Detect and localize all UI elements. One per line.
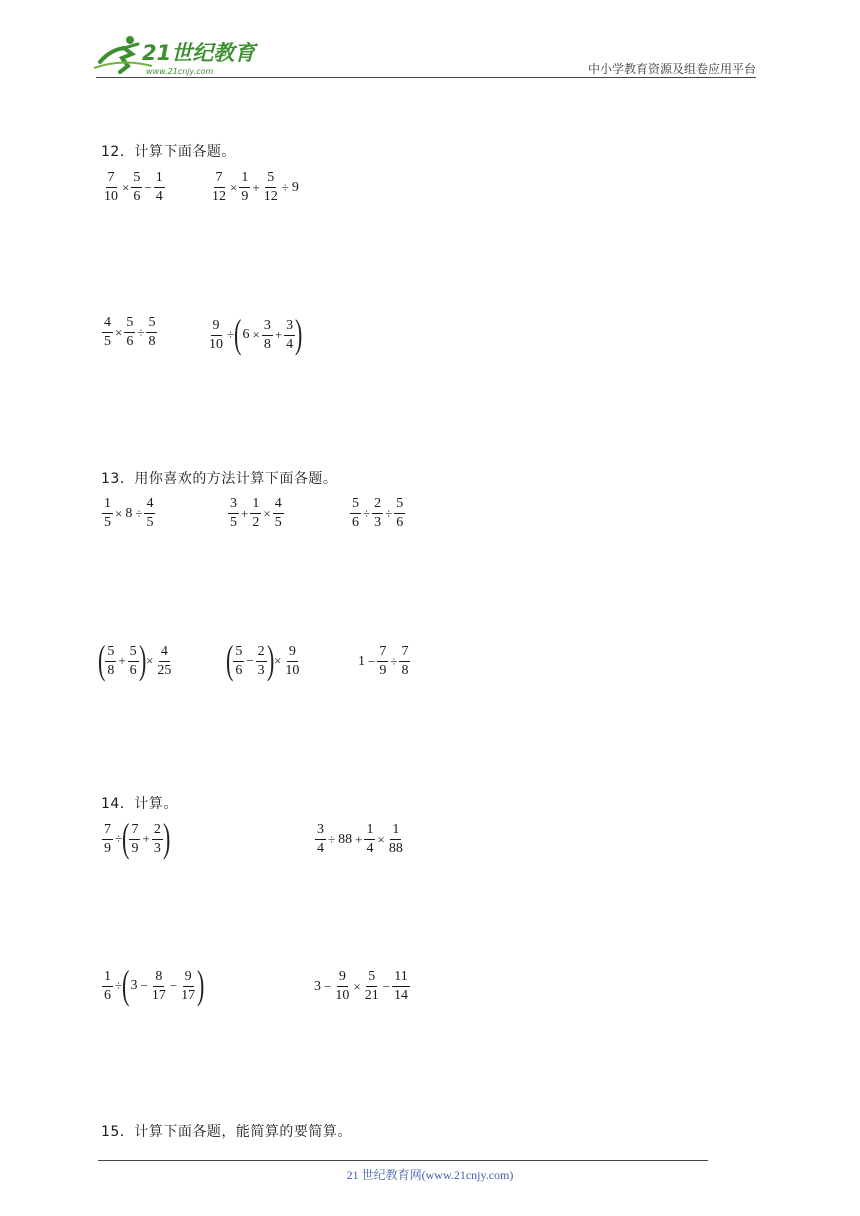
operator: − bbox=[169, 978, 178, 993]
fraction-numerator: 2 bbox=[256, 645, 267, 662]
operator: − bbox=[144, 179, 152, 195]
fraction-denominator: 4 bbox=[366, 841, 374, 856]
fraction-denominator: 3 bbox=[153, 840, 161, 856]
fraction-denominator: 3 bbox=[257, 662, 265, 678]
fraction-numerator: 4 bbox=[273, 497, 284, 514]
operator: × bbox=[252, 327, 260, 342]
fraction bbox=[364, 823, 375, 856]
operator: × bbox=[377, 831, 385, 847]
fraction-denominator: 12 bbox=[212, 189, 226, 204]
fraction-denominator: 10 bbox=[104, 189, 118, 204]
q13-expression-3 bbox=[349, 497, 406, 530]
whole-number: 3 bbox=[314, 978, 321, 994]
fraction bbox=[256, 645, 267, 678]
operator: × bbox=[230, 179, 238, 195]
fraction-denominator: 8 bbox=[148, 334, 156, 349]
fraction bbox=[333, 970, 351, 1003]
fraction-numerator: 7 bbox=[399, 645, 410, 662]
fraction bbox=[262, 319, 273, 352]
operator: × bbox=[274, 653, 282, 668]
fraction-denominator: 8 bbox=[401, 663, 409, 678]
fraction-denominator: 6 bbox=[133, 189, 141, 204]
fraction bbox=[129, 823, 140, 856]
whole-number: 9 bbox=[291, 179, 299, 195]
logo-url: www.21cnjy.com bbox=[146, 67, 214, 76]
fraction bbox=[250, 497, 261, 530]
fraction-denominator: 4 bbox=[317, 841, 324, 856]
fraction-numerator: 9 bbox=[211, 319, 222, 336]
operator: ÷ bbox=[385, 505, 393, 521]
operator: × bbox=[115, 505, 123, 521]
whole-number: 88 bbox=[338, 831, 353, 847]
fraction bbox=[228, 497, 239, 530]
left-paren: ( bbox=[122, 815, 130, 860]
fraction-denominator: 5 bbox=[104, 515, 111, 530]
fraction bbox=[155, 645, 173, 678]
fraction-denominator: 3 bbox=[374, 515, 382, 530]
fraction-numerator: 1 bbox=[239, 171, 250, 188]
fraction-numerator: 11 bbox=[392, 970, 409, 987]
fraction-denominator: 9 bbox=[379, 663, 387, 678]
fraction-denominator: 9 bbox=[241, 189, 249, 204]
operator: + bbox=[355, 831, 363, 847]
fraction-numerator: 4 bbox=[159, 645, 170, 662]
fraction-denominator: 5 bbox=[104, 334, 111, 349]
right-paren: ) bbox=[266, 637, 275, 682]
fraction bbox=[363, 970, 381, 1003]
fraction-denominator: 14 bbox=[394, 988, 409, 1003]
right-paren: ) bbox=[295, 311, 303, 356]
fraction-denominator: 6 bbox=[235, 662, 243, 678]
q13-expression-6 bbox=[356, 645, 411, 678]
q13-expression-2 bbox=[227, 497, 285, 530]
operator: ÷ bbox=[115, 978, 123, 993]
fraction bbox=[128, 645, 139, 678]
fraction-denominator: 6 bbox=[396, 515, 404, 530]
operator: + bbox=[241, 505, 249, 521]
fraction-denominator: 2 bbox=[252, 515, 260, 530]
fraction-denominator: 6 bbox=[104, 987, 111, 1003]
footer-site-text: 21 世纪教育网(www.21cnjy.com) bbox=[346, 1168, 514, 1182]
fraction-numerator: 4 bbox=[144, 497, 155, 514]
fraction bbox=[131, 171, 142, 204]
operator: × bbox=[146, 653, 154, 668]
operator: × bbox=[115, 324, 123, 340]
fraction bbox=[372, 497, 383, 530]
operator: × bbox=[122, 179, 130, 195]
fraction-denominator: 17 bbox=[151, 987, 166, 1003]
fraction bbox=[124, 316, 135, 349]
operator: + bbox=[118, 653, 126, 668]
fraction-numerator: 7 bbox=[106, 171, 117, 188]
fraction bbox=[387, 823, 405, 856]
logo-text: 21世纪教育 bbox=[142, 41, 256, 65]
fraction bbox=[394, 497, 405, 530]
operator: × bbox=[353, 978, 361, 994]
fraction-numerator: 5 bbox=[105, 645, 116, 662]
fraction-numerator: 7 bbox=[102, 823, 113, 840]
fraction-denominator: 10 bbox=[335, 988, 350, 1003]
fraction bbox=[179, 970, 197, 1003]
fraction-denominator: 9 bbox=[131, 840, 139, 856]
fraction-denominator: 9 bbox=[104, 840, 111, 856]
fraction-denominator: 6 bbox=[126, 334, 134, 349]
fraction-numerator: 3 bbox=[228, 497, 239, 514]
fraction-numerator: 9 bbox=[287, 645, 298, 662]
fraction-denominator: 4 bbox=[155, 189, 163, 204]
q12-expression-1 bbox=[101, 171, 166, 204]
fraction bbox=[210, 171, 228, 204]
fraction bbox=[262, 171, 280, 204]
operator: ÷ bbox=[390, 653, 398, 669]
fraction bbox=[350, 497, 361, 530]
question-12-title: 12．计算下面各题。 bbox=[101, 144, 236, 160]
header-platform-text: 中小学教育资源及组卷应用平台 bbox=[587, 62, 756, 76]
fraction-denominator: 6 bbox=[129, 662, 137, 678]
fraction-denominator: 10 bbox=[285, 662, 300, 678]
question-14-title: 14．计算。 bbox=[101, 796, 178, 812]
q14-expression-2 bbox=[314, 823, 406, 856]
fraction bbox=[102, 171, 120, 204]
fraction-numerator: 3 bbox=[315, 823, 326, 840]
operator: ÷ bbox=[363, 505, 371, 521]
operator: × bbox=[263, 505, 271, 521]
fraction-denominator: 12 bbox=[263, 189, 278, 204]
fraction bbox=[239, 171, 250, 204]
q12-expression-2 bbox=[209, 171, 301, 204]
whole-number: 8 bbox=[125, 505, 133, 521]
fraction-denominator: 5 bbox=[146, 515, 154, 530]
fraction-numerator: 2 bbox=[372, 497, 383, 514]
right-paren: ) bbox=[197, 962, 205, 1007]
fraction bbox=[154, 171, 165, 204]
header-divider bbox=[96, 77, 756, 78]
fraction-numerator: 1 bbox=[154, 171, 165, 188]
operator: ÷ bbox=[281, 179, 289, 195]
operator: ÷ bbox=[135, 505, 143, 521]
fraction-numerator: 9 bbox=[183, 970, 194, 987]
fraction bbox=[233, 645, 244, 678]
operator: − bbox=[382, 978, 391, 994]
fraction bbox=[152, 823, 163, 856]
fraction-denominator: 8 bbox=[263, 336, 271, 352]
right-paren: ) bbox=[162, 815, 171, 860]
q12-expression-3 bbox=[101, 316, 158, 349]
fraction bbox=[102, 970, 113, 1003]
footer-divider bbox=[98, 1160, 708, 1161]
fraction-numerator: 5 bbox=[394, 497, 405, 514]
operator: ÷ bbox=[115, 831, 123, 846]
fraction bbox=[150, 970, 168, 1003]
fraction-numerator: 2 bbox=[152, 823, 163, 840]
operator: − bbox=[140, 978, 148, 993]
fraction-numerator: 5 bbox=[233, 645, 244, 662]
fraction-numerator: 7 bbox=[129, 823, 140, 840]
left-paren: ( bbox=[225, 637, 234, 682]
operator: + bbox=[142, 831, 150, 846]
site-logo bbox=[92, 32, 262, 80]
fraction bbox=[284, 319, 295, 352]
operator: ÷ bbox=[137, 324, 145, 340]
operator: − bbox=[246, 653, 254, 668]
fraction-numerator: 4 bbox=[102, 316, 113, 333]
left-paren: ( bbox=[97, 637, 106, 682]
fraction-denominator: 4 bbox=[286, 336, 294, 352]
fraction bbox=[146, 316, 157, 349]
operator: − bbox=[324, 978, 332, 994]
question-13-title: 13．用你喜欢的方法计算下面各题。 bbox=[101, 471, 338, 487]
fraction-denominator: 17 bbox=[181, 987, 196, 1003]
operator: ÷ bbox=[227, 327, 235, 342]
fraction-denominator: 5 bbox=[230, 515, 237, 530]
fraction-numerator: 5 bbox=[265, 171, 276, 188]
q13-expression-5 bbox=[225, 637, 302, 682]
fraction-denominator: 88 bbox=[388, 841, 403, 856]
fraction-numerator: 1 bbox=[102, 970, 113, 987]
fraction-numerator: 8 bbox=[153, 970, 164, 987]
fraction-numerator: 7 bbox=[214, 171, 225, 188]
operator: + bbox=[252, 179, 260, 195]
fraction-denominator: 6 bbox=[352, 515, 359, 530]
fraction bbox=[315, 823, 326, 856]
question-15-title: 15．计算下面各题，能简算的要简算。 bbox=[101, 1124, 352, 1140]
fraction bbox=[377, 645, 388, 678]
fraction bbox=[207, 319, 225, 352]
fraction bbox=[102, 497, 113, 530]
operator: + bbox=[274, 327, 283, 342]
fraction bbox=[283, 645, 301, 678]
fraction bbox=[399, 645, 410, 678]
whole-number: 1 bbox=[358, 653, 365, 669]
fraction-numerator: 1 bbox=[364, 823, 375, 840]
left-paren: ( bbox=[122, 962, 130, 1007]
fraction bbox=[392, 970, 410, 1003]
fraction-numerator: 3 bbox=[284, 319, 295, 336]
fraction-numerator: 9 bbox=[337, 970, 348, 987]
fraction-denominator: 21 bbox=[364, 988, 379, 1003]
whole-number: 6 bbox=[242, 327, 250, 342]
fraction bbox=[144, 497, 155, 530]
fraction-denominator: 10 bbox=[209, 336, 223, 352]
q14-expression-3 bbox=[101, 962, 205, 1007]
whole-number: 3 bbox=[130, 978, 138, 993]
right-paren: ) bbox=[138, 637, 147, 682]
left-paren: ( bbox=[234, 311, 242, 356]
operator: ÷ bbox=[328, 831, 336, 847]
fraction bbox=[273, 497, 284, 530]
fraction-numerator: 5 bbox=[366, 970, 377, 987]
q13-expression-1 bbox=[101, 497, 156, 530]
q13-expression-4 bbox=[97, 637, 174, 682]
fraction bbox=[102, 316, 113, 349]
q14-expression-4 bbox=[312, 970, 411, 1003]
fraction bbox=[102, 823, 113, 856]
q14-expression-1 bbox=[101, 815, 171, 860]
fraction-numerator: 1 bbox=[390, 823, 401, 840]
fraction-numerator: 3 bbox=[262, 319, 273, 336]
q12-expression-4 bbox=[206, 311, 303, 356]
fraction-numerator: 5 bbox=[124, 316, 135, 333]
fraction-numerator: 7 bbox=[377, 645, 388, 662]
fraction-numerator: 1 bbox=[250, 497, 261, 514]
operator: − bbox=[368, 653, 376, 669]
fraction-denominator: 8 bbox=[107, 662, 115, 678]
fraction-denominator: 25 bbox=[157, 662, 172, 678]
fraction-denominator: 5 bbox=[274, 515, 282, 530]
fraction-numerator: 5 bbox=[146, 316, 157, 333]
fraction-numerator: 5 bbox=[131, 171, 142, 188]
fraction-numerator: 5 bbox=[128, 645, 139, 662]
fraction-numerator: 1 bbox=[102, 497, 113, 514]
fraction-numerator: 5 bbox=[350, 497, 361, 514]
fraction bbox=[105, 645, 116, 678]
